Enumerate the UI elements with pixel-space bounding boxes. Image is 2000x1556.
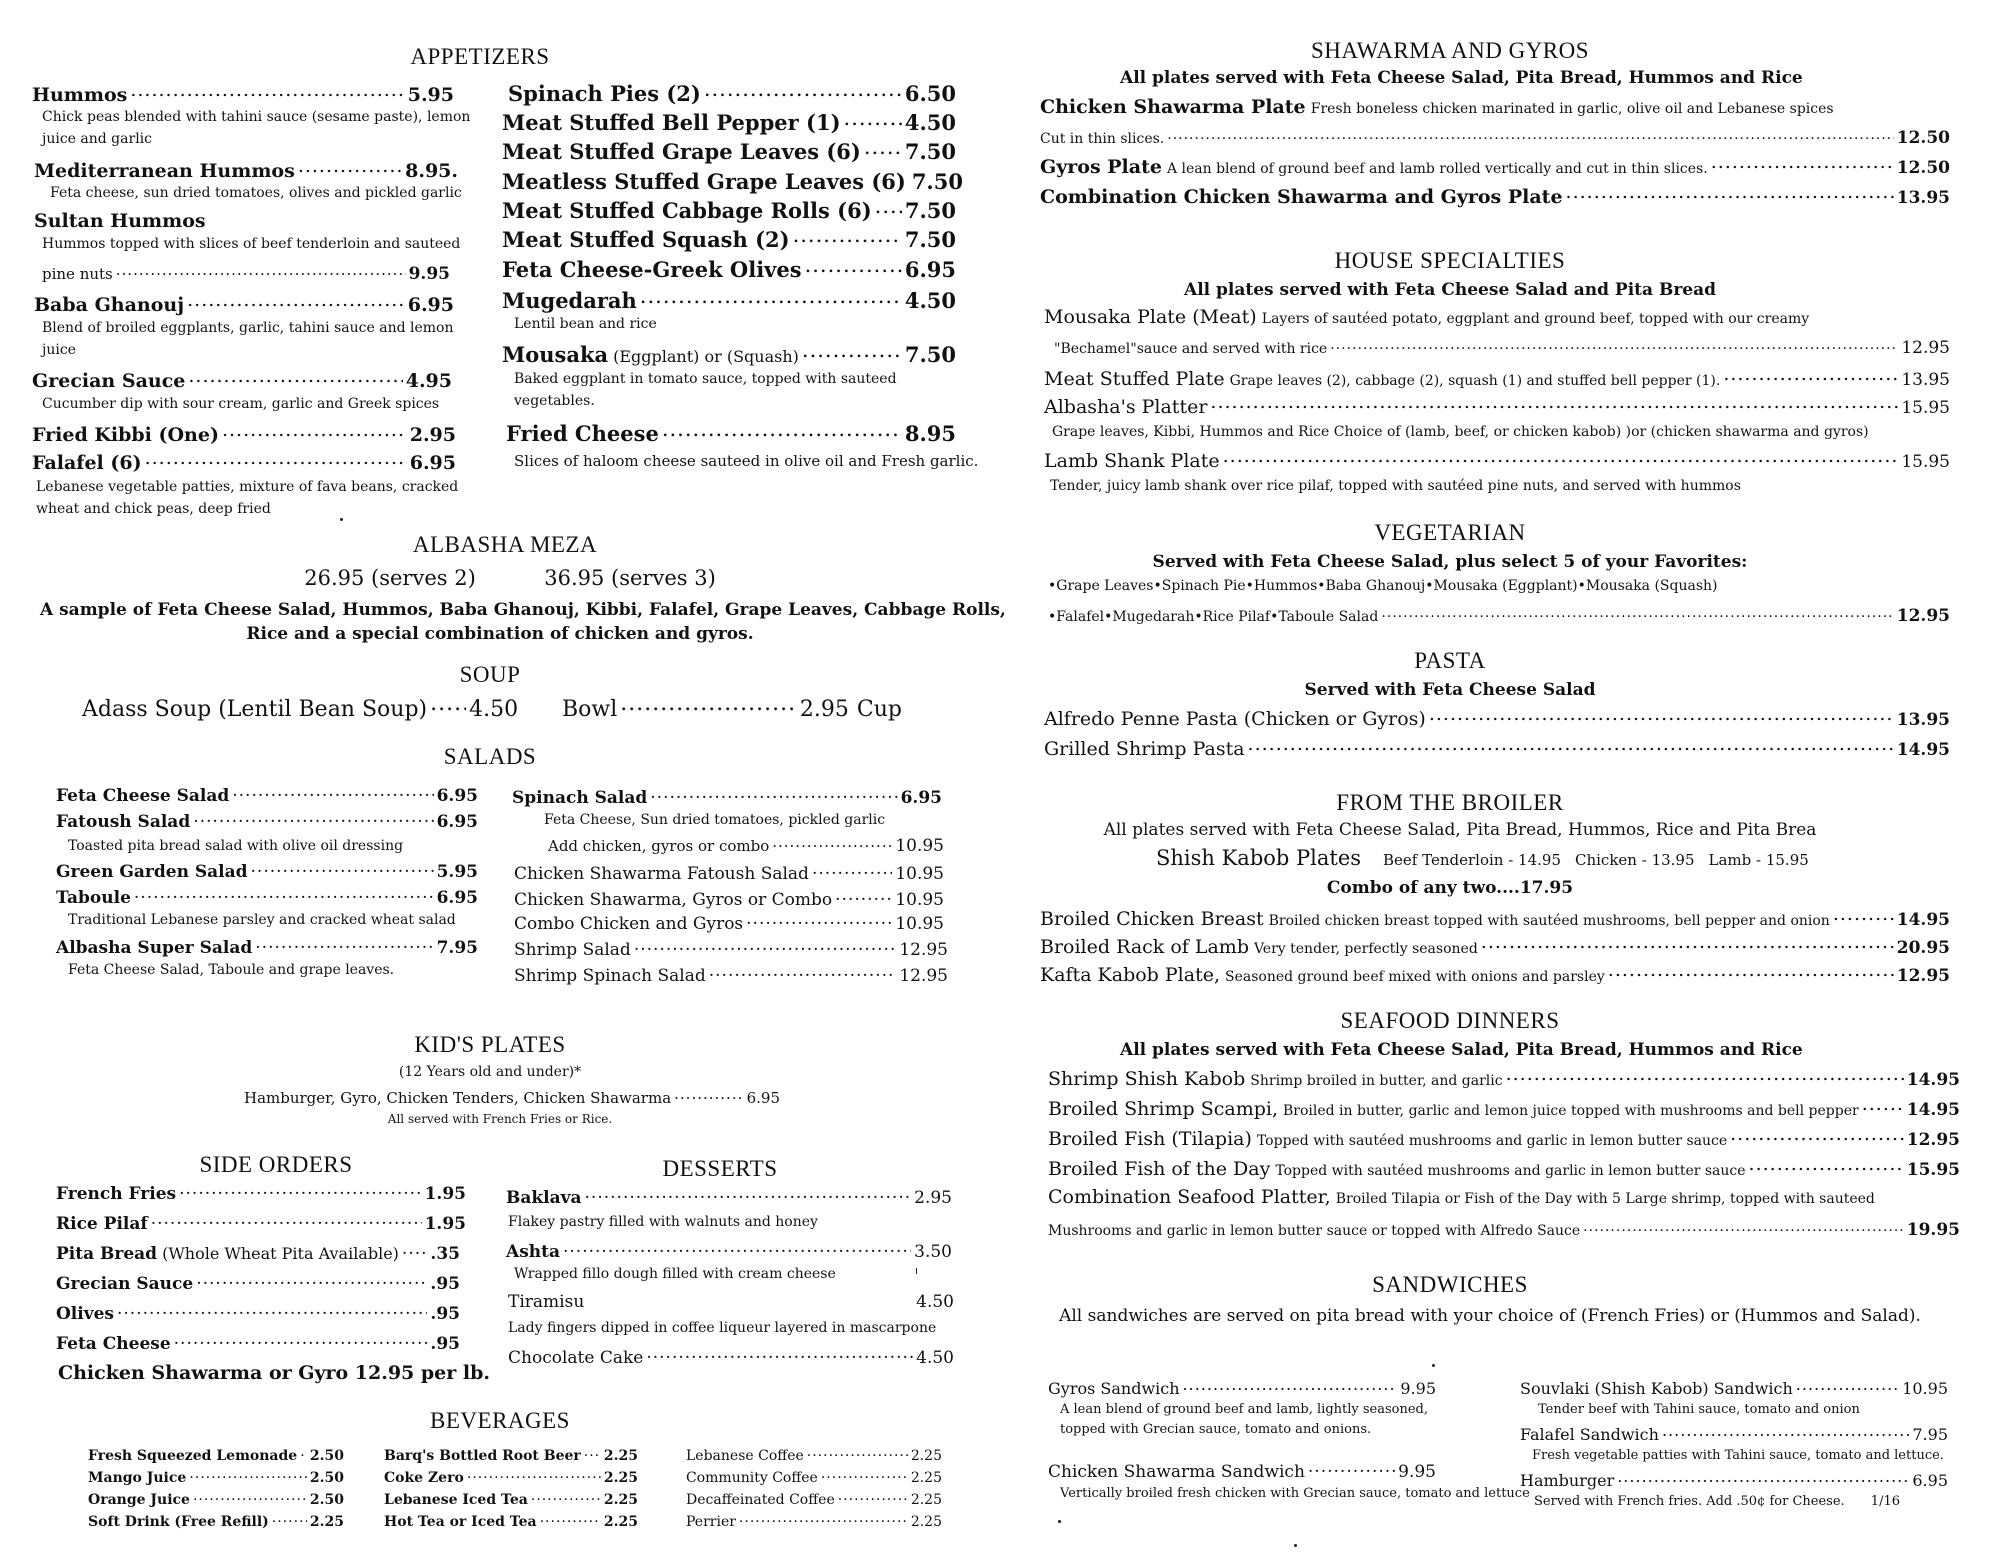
beverage-item: Orange Juice ..... 2.50 [88,1490,344,1508]
beverage-item: Community Coffee ..... 2.25 [686,1468,942,1486]
menu-item: •Falafel•Mugedarah•Rice Pilaf•Taboule Salad ..... 12.95 [1048,606,1950,626]
stray-mark [1294,1544,1297,1547]
menu-item: Combination Chicken Shawarma and Gyros Plate ..... 13.95 [1040,184,1950,208]
meza-price-3: 36.95 (serves 3) [544,566,716,590]
menu-item: Gyros Sandwich ..... 9.95 [1048,1378,1436,1398]
vegetarian-sub: Served with Feta Cheese Salad, plus select 5 of your Favorites: [1152,552,1748,572]
item-desc: A lean blend of ground beef and lamb, lightly seasoned, [1060,1402,1429,1417]
item-price: 5.95 [407,84,454,106]
meza-price-2: 26.95 (serves 2) [304,566,476,590]
soup-bowl: Adass Soup (Lentil Bean Soup) ..... 4.50 [82,694,510,722]
menu-item: Albasha Super Salad ..... 7.95 [56,936,478,958]
beverage-item: Lebanese Coffee ..... 2.25 [686,1446,942,1464]
item-desc: Blend of broiled eggplants, garlic, tahini sauce and lemon juice [42,320,454,358]
menu-item: Chicken Shawarma Sandwich ..... 9.95 [1048,1460,1436,1482]
broiler-combo: Combo of any two....17.95 [1326,878,1574,898]
menu-item: Meat Stuffed Cabbage Rolls (6) ..... 7.50 [502,197,956,223]
menu-item: Olives ..... .95 [56,1302,460,1324]
seafood-title: SEAFOOD DINNERS [1340,1008,1560,1033]
menu-item [32,82,454,106]
menu-item: Meat Stuffed Grape Leaves (6) ..... 7.50 [502,138,956,164]
menu-item: Hamburger ..... 6.95 [1520,1470,1948,1490]
shawarma-sub: All plates served with Feta Cheese Salad, Pita Bread, Hummos and Rice [1120,68,1803,88]
menu-item: Add chicken, gyros or combo ..... 10.95 [548,836,944,856]
menu-item: Baklava ..... 2.95 [506,1186,952,1208]
menu-item: Broiled Chicken Breast Broiled chicken breast topped with sautéed mushrooms, bell pepper and onion ..... 14.95 [1040,906,1950,930]
soup-title: SOUP [459,662,521,687]
kabob-row: Shish Kabob Plates Beef Tenderloin - 14.95 Chicken - 13.95 Lamb - 15.95 [1156,846,1809,870]
kids-sub: (12 Years old and under)* [398,1064,582,1080]
menu-item: Cut in thin slices. ..... 12.50 [1040,128,1950,148]
seafood-sub: All plates served with Feta Cheese Salad, Pita Bread, Hummos and Rice [1120,1040,1803,1060]
item-desc: Feta Cheese Salad, Taboule and grape leaves. [68,962,395,978]
vegetarian-options: •Grape Leaves•Spinach Pie•Hummos•Baba Ghanouj•Mousaka (Eggplant)•Mousaka (Squash) [1048,578,1718,594]
menu-item: Grecian Sauce ..... 4.95 [32,368,452,392]
menu-item: "Bechamel"sauce and served with rice ..... 12.95 [1054,338,1950,358]
hamburger-note: Served with French fries. Add .50¢ for Cheese. 1/16 [1534,1494,1900,1509]
menu-item: Lamb Shank Plate ..... 15.95 [1044,448,1950,472]
meza-desc: A sample of Feta Cheese Salad, Hummos, Baba Ghanouj, Kibbi, Falafel, Grape Leaves, Cabbage Rolls, [40,600,1006,620]
desserts-title: DESSERTS [662,1156,778,1181]
item-desc: Toasted pita bread salad with olive oil dressing [68,838,404,854]
broiler-title: FROM THE BROILER [1336,790,1564,815]
stray-mark [1432,1364,1435,1367]
menu-item: Mousaka (Eggplant) or (Squash) ..... 7.50 [502,341,956,367]
beverage-item: Fresh Squeezed Lemonade ..... 2.50 [88,1446,344,1464]
appetizers-title: APPETIZERS [410,44,550,69]
menu-item: Meat Stuffed Plate Grape leaves (2), cabbage (2), squash (1) and stuffed bell pepper (1). ..... 13.95 [1044,366,1950,390]
meza-title: ALBASHA MEZA [412,532,598,557]
stray-mark [340,518,343,521]
menu-item: Shrimp Spinach Salad ..... 12.95 [514,964,948,986]
pasta-sub: Served with Feta Cheese Salad [1304,680,1596,700]
menu-item: Tiramisu 4.50 [508,1292,954,1312]
meza-desc: Rice and a special combination of chicken and gyros. [246,624,754,644]
sandwiches-sub: All sandwiches are served on pita bread with your choice of (French Fries) or (Hummos and Salad). [1059,1306,1921,1326]
menu-item: Pita Bread (Whole Wheat Pita Available) ..... .35 [56,1242,460,1264]
item-desc: Lady fingers dipped in coffee liqueur layered in mascarpone [508,1320,937,1336]
menu-item: Grecian Sauce ..... .95 [56,1272,460,1294]
menu-item: Fried Kibbi (One) ..... 2.95 [32,422,456,446]
item-desc: topped with Grecian sauce, tomato and onions. [1060,1422,1372,1437]
beverage-item: Soft Drink (Free Refill) ..... 2.25 [88,1512,344,1530]
menu-item: Albasha's Platter ..... 15.95 [1044,394,1950,418]
menu-item: Broiled Fish of the Day Topped with sautéed mushrooms and garlic in lemon butter sauce ..... 15.95 [1048,1156,1960,1180]
menu-item: Chicken Shawarma Plate Fresh boneless chicken marinated in garlic, olive oil and Lebanese spices [1040,96,1834,118]
kids-items: Hamburger, Gyro, Chicken Tenders, Chicken Shawarma ..... 6.95 [244,1088,780,1107]
item-desc: Traditional Lebanese parsley and cracked wheat salad [68,912,456,928]
kids-title: KID'S PLATES [414,1032,566,1057]
item-desc: Tender beef with Tahini sauce, tomato and onion [1538,1402,1860,1417]
menu-item: Feta Cheese Salad ..... 6.95 [56,784,478,806]
menu-item: Shrimp Salad ..... 12.95 [514,938,948,960]
sandwiches-title: SANDWICHES [1372,1272,1528,1297]
beverage-item: Mango Juice ..... 2.50 [88,1468,344,1486]
item-desc: Cucumber dip with sour cream, garlic and Greek spices [42,396,440,412]
item-desc: Fresh vegetable patties with Tahini sauce, tomato and lettuce. [1532,1448,1944,1463]
item-desc: Slices of haloom cheese sauteed in olive oil and Fresh garlic. [514,452,979,470]
menu-item: Spinach Salad ..... 6.95 [512,786,942,808]
menu-item: Falafel Sandwich ..... 7.95 [1520,1424,1948,1444]
item-desc: Grape leaves, Kibbi, Hummos and Rice Choice of (lamb, beef, or chicken kabob) )or (chicken shawarma and gyros) [1052,424,1869,440]
menu-item: Fried Cheese ..... 8.95 [506,420,956,446]
menu-item: Feta Cheese-Greek Olives ..... 6.95 [502,256,956,282]
beverage-item: Lebanese Iced Tea ..... 2.25 [384,1490,638,1508]
menu-item: French Fries ..... 1.95 [56,1182,466,1204]
right-menu-page [1000,0,2000,1556]
item-desc: Feta Cheese, Sun dried tomatoes, pickled garlic [544,812,886,828]
sides-title: SIDE ORDERS [199,1152,353,1177]
broiler-sub: All plates served with Feta Cheese Salad, Pita Bread, Hummos, Rice and Pita Brea [1103,820,1817,840]
menu-item: Chicken Shawarma or Gyro ..... 12.95 per lb. [58,1360,490,1384]
item-desc: Feta cheese, sun dried tomatoes, olives and pickled garlic [50,185,462,201]
beverage-item: Perrier ..... 2.25 [686,1512,942,1530]
beverages-title: BEVERAGES [430,1408,570,1433]
menu-item: Chicken Shawarma Fatoush Salad ..... 10.95 [514,862,944,884]
item-desc: Hummos topped with slices of beef tenderloin and sauteed [42,236,461,252]
salads-title: SALADS [443,744,537,769]
kids-note: All served with French Fries or Rice. [387,1112,613,1126]
menu-item: Grilled Shrimp Pasta ..... 14.95 [1044,736,1950,760]
menu-item: Chocolate Cake ..... 4.50 [508,1346,954,1368]
vegetarian-title: VEGETARIAN [1374,520,1526,545]
soup-cup: Bowl ..... 2.95 Cup [562,694,902,722]
item-desc: Tender, juicy lamb shank over rice pilaf, topped with sautéed pine nuts, and served with hummos [1050,478,1741,494]
menu-item: Combo Chicken and Gyros ..... 10.95 [514,912,944,934]
menu-item: Green Garden Salad ..... 5.95 [56,860,478,882]
page-number: 1/16 [1870,1494,1900,1509]
menu-item: Spinach Pies (2) ..... 6.50 [508,80,956,106]
item-desc: Wrapped fillo dough filled with cream cheese [514,1266,836,1282]
menu-item: Taboule ..... 6.95 [56,886,478,908]
menu-item: Falafel (6) ..... 6.95 [32,450,456,474]
stray-mark [1058,1520,1061,1523]
item-name: Sultan Hummos [34,210,206,232]
house-title: HOUSE SPECIALTIES [1334,248,1566,273]
menu-item: Broiled Shrimp Scampi, Broiled in butter, garlic and lemon juice topped with mushrooms and bell pepper ..... 14.95 [1048,1096,1960,1120]
menu-item: Mushrooms and garlic in lemon butter sauce or topped with Alfredo Sauce ..... 19.95 [1048,1220,1960,1240]
menu-item: Baba Ghanouj ..... 6.95 [34,292,454,316]
item-desc: Lentil bean and rice [514,316,657,332]
menu-item: Combination Seafood Platter, Broiled Tilapia or Fish of the Day with 5 Large shrimp, topped with sauteed [1048,1186,1875,1208]
pasta-title: PASTA [1414,648,1486,673]
beverage-item: Decaffeinated Coffee ..... 2.25 [686,1490,942,1508]
menu-item: Broiled Rack of Lamb Very tender, perfectly seasoned ..... 20.95 [1040,934,1950,958]
menu-item: Rice Pilaf ..... 1.95 [56,1212,466,1234]
menu-item: Souvlaki (Shish Kabob) Sandwich ..... 10.95 [1520,1378,1948,1398]
menu-item: Mugedarah ..... 4.50 [502,287,956,313]
menu-item: Meatless Stuffed Grape Leaves (6) 7.50 [502,169,963,194]
menu-item: Meat Stuffed Squash (2) ..... 7.50 [502,226,956,252]
menu-item: Mousaka Plate (Meat) Layers of sautéed potato, eggplant and ground beef, topped with our creamy [1044,306,1810,328]
beverage-item: Coke Zero ..... 2.25 [384,1468,638,1486]
item-name: Hummos [32,84,128,106]
menu-item: Feta Cheese ..... .95 [56,1332,460,1354]
menu-item: Broiled Fish (Tilapia) Topped with sautéed mushrooms and garlic in lemon butter sauce ..... 12.95 [1048,1126,1960,1150]
shawarma-title: SHAWARMA AND GYROS [1310,38,1590,63]
beverage-item: Hot Tea or Iced Tea ..... 2.25 [384,1512,638,1530]
item-desc: Vertically broiled fresh chicken with Grecian sauce, tomato and lettuce [1060,1486,1530,1501]
menu-item: Meat Stuffed Bell Pepper (1) ..... 4.50 [502,109,956,135]
menu-item: Shrimp Shish Kabob Shrimp broiled in butter, and garlic ..... 14.95 [1048,1066,1960,1090]
menu-item: Fatoush Salad ..... 6.95 [56,810,478,832]
item-desc: Lebanese vegetable patties, mixture of fava beans, cracked wheat and chick peas, deep fried [36,479,459,517]
beverage-item: Barq's Bottled Root Beer ..... 2.25 [384,1446,638,1464]
menu-item: Mediterranean Hummos ..... 8.95. [34,158,458,182]
item-desc: Chick peas blended with tahini sauce (sesame paste), lemon juice and garlic [42,109,471,147]
house-sub: All plates served with Feta Cheese Salad and Pita Bread [1184,280,1716,300]
menu-item: pine nuts ..... 9.95 [42,264,450,284]
menu-item: Ashta ..... 3.50 [506,1240,952,1262]
menu-item: Gyros Plate A lean blend of ground beef and lamb rolled vertically and cut in thin slices. ..... 12.50 [1040,154,1950,178]
item-desc: Baked eggplant in tomato sauce, topped with sauteed vegetables. [514,371,897,409]
stray-mark [916,1268,917,1274]
menu-item: Chicken Shawarma, Gyros or Combo ..... 10.95 [514,888,944,910]
menu-item: Kafta Kabob Plate, Seasoned ground beef mixed with onions and parsley ..... 12.95 [1040,962,1950,986]
item-desc: Flakey pastry filled with walnuts and honey [508,1214,818,1230]
menu-item: Alfredo Penne Pasta (Chicken or Gyros) ..... 13.95 [1044,706,1950,730]
